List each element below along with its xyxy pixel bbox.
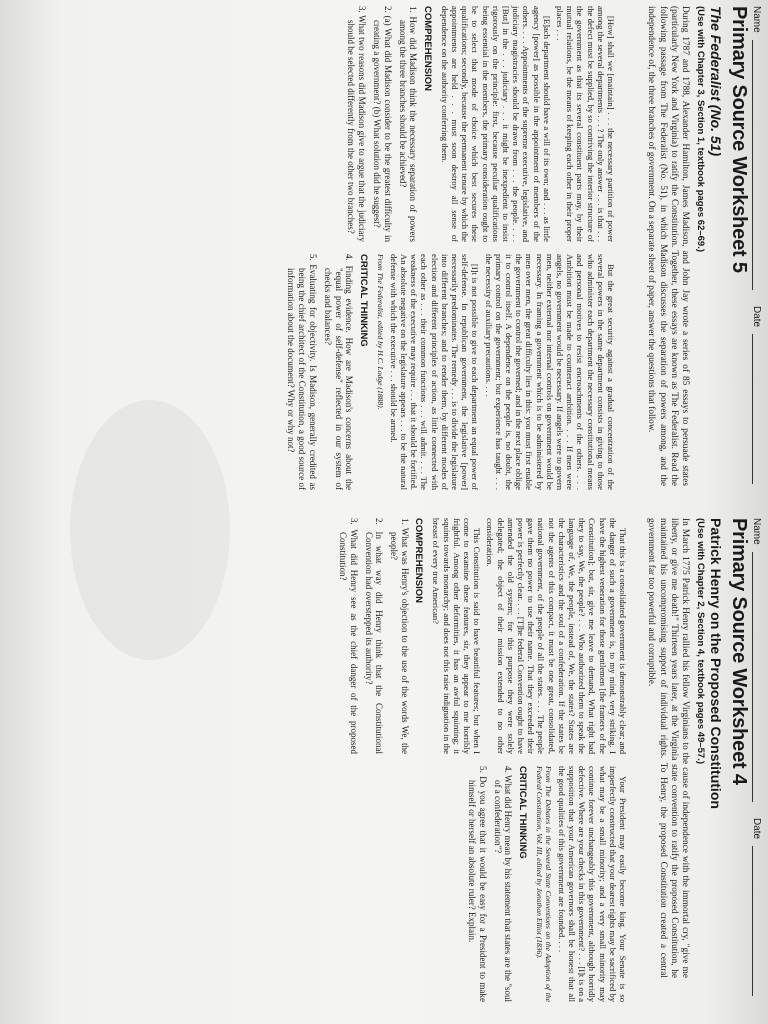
date-label: Date	[751, 818, 762, 840]
question-4: 4. Finding evidence. How are Madison's concerns about the "equal power of self-defense" reflected in our system of checks and balances?	[322, 254, 355, 490]
passage-paragraph: That this is a consolidated government is demonstrably clear; and the danger of such a government is, to my mind, very striking. I have the highest veneration for those gentlemen [the framers of the Constitution]; but, sir, give me leave to demand, What right had they to say, We, the people? . . . Who authorized them to speak the language of, We, the people, instead of, We, the states? States are the characteristics and the soul of a confederation. If the states be not the agents of this compact, it must be one great, consolidated, national government, of the people of all the states. . . . The people gave them no power to use their name. That they exceeded their power is perfectly clear. . . . [T]he federal Convention ought to have amended the old system; for this purpose they were solely delegated; the object of their mission extended to no other consideration.	[485, 518, 628, 754]
intro-paragraph: In March 1775 Patrick Henry rallied his fellow Virginians to the cause of independence with the immortal cry, "give me liberty, or give me death!" Thirteen years later, at the Virginia state convention to ratify the proposed Constitution, he maintained his uncompromising support of individual rights. To Henry, the proposed Constitution created a central government far too powerful and corruptible.	[646, 518, 690, 978]
critical-thinking-heading: CRITICAL THINKING	[516, 766, 528, 859]
worksheet-4	[0, 512, 768, 1017]
critical-thinking-heading: CRITICAL THINKING	[357, 254, 369, 347]
worksheet-instructions: (Use with Chapter 2, Section 4, textbook pages 49–57.)	[695, 518, 706, 765]
passage-paragraph: [E]ach department should have a will of its own; and . . . as little agency [power] as possible in the appointment of members of the others. . . . Appointments of the supreme executive, legislative, and judiciary magistracies should be drawn from . . . the people. . . . [But] in the . . . judiciary . . . it might be inexpedient to insist rigorously on the principle: first, because peculiar qualifications being essential in the members, the primary consideration ought to be to select that mode of choice which best secures these qualifications; secondly, because the permanent tenure by which the appointments are held . . . must soon destroy all sense of dependence on the authority conferring them.	[439, 6, 552, 242]
name-label: Name	[751, 518, 762, 545]
comprehension-heading: COMPREHENSION	[421, 6, 433, 91]
worksheet-subtitle: Patrick Henry on the Proposed Constitution	[708, 518, 724, 809]
worksheet-subtitle	[708, 6, 724, 156]
question-3: 3. What did Henry see as the chief danger of the proposed Constitution?	[337, 518, 359, 754]
question-4: 4. What did Henry mean by his statement that states are the "soul of a confederation"?	[492, 766, 514, 1002]
date-label: Date	[751, 306, 762, 328]
question-1: 1. What was Henry's objection to the use of the words We, the people?	[389, 518, 410, 754]
passage-paragraph: [I]t is not possible to give to each department an equal power of self-defense. In republican government, the legislative [power] necessarily predominates. The remedy . . . is to divide the legislature into different branches; and to render them, by different modes of election and different principles of action, as little connected with each other as . . . their common functions . . . will admit. . . . The weakness of the executive may require . . . that it should be fortified. An absolute negative on the legislature appears . . . to be the natural defense with which the executive . . . should be armed.	[388, 254, 481, 491]
source-citation: From The Federalist, edited by H.C. Lodge (1888).	[375, 254, 385, 410]
name-underline	[752, 40, 753, 290]
intro-paragraph: During 1787 and 1788, Alexander Hamilton, James Madison, and John Jay wrote a series of 85 essays to persuade states (particularly New York and Virginia) to ratify the Constitution. Together, these essays are known as The Federalist. Read the following passage from The Federalist (No. 51), in which Madison discusses the separation of powers among, and the independence of, the three branches of government. On a separate sheet of paper, answer the questions that follow.	[646, 6, 690, 486]
name-underline	[752, 552, 753, 802]
passage-left-column	[342, 6, 616, 242]
date-underline	[752, 846, 753, 996]
source-citation: From The Debates in the Several State Conventions on the Adoption of the Federal Constitution, Vol. III, edited by Jonathan Elliot (1836).	[534, 766, 553, 1002]
passage-paragraph: [How] shall we [maintain] . . . the necessary partition of power among the several departments . . . ? The only answer . . . is that . . . the defect must be supplied, by so contriving the interior structure of the government as that its several constituent parts may, by their mutual relations, be the means of keeping each other in their proper places . . .	[554, 6, 616, 242]
worksheet-instructions: (Use with Chapter 3, Section 1, textbook pages 62–69.)	[695, 6, 706, 253]
question-5: 5. Do you agree that it would be easy for a President to make himself or herself an absolute ruler? Explain.	[466, 766, 488, 1002]
comprehension-heading: COMPREHENSION	[413, 518, 425, 603]
question-2: 2. (a) What did Madison consider to be the greatest difficulty in creating a government? (b) What solution did he suggest?	[371, 6, 393, 242]
passage-paragraph: But the great security against a gradual concentration of the several powers in the same department consists in giving to those who administer each department the necessary constitutional means and personal motives to resist encroachments of the others. . . . Ambition must be made to counteract ambition. . . . If men were angels, no government would be necessary. If angels were to govern men, neither external nor internal controls on government would be necessary. In framing a government which is to be administered by men over men, the great difficulty lies in this: you must first enable the government to control the governed; and in the next place oblige it to control itself. A dependence on the people is, no doubt, the primary control on the government; but experience has taught . . . the necessity of auxiliary precautions. . . .	[483, 254, 616, 490]
question-5: 5. Evaluating for objectivity. Is Madison, generally credited as being the chief architect of the Constitution, a good source of information about the document? Why or why not?	[286, 254, 318, 490]
question-2: 2. In what way did Henry think that the Constitutional Convention had overstepped its authority?	[363, 518, 385, 754]
worksheet-5	[0, 0, 768, 505]
worksheet-title: Primary Source Worksheet 4	[728, 518, 750, 785]
passage-paragraph: Your President may easily become king. Your Senate is so imperfectly constructed that your dearest rights may be sacrificed by what may be a small minority; and a very small minority may continue forever unchangeably this government, although horridly defective. Where are your checks in this government? . . . [I]t is on a supposition that your American governors shall be honest that all the good qualities of this government are founded. . . .	[556, 766, 628, 1003]
passage-right-column	[462, 766, 628, 1002]
worksheet-title: Primary Source Worksheet 5	[728, 6, 750, 273]
date-underline	[752, 334, 753, 484]
question-1: 1. How did Madison think the necessary separation of powers among the three branches should be achieved?	[397, 6, 419, 242]
passage-paragraph: This Constitution is said to have beautiful features; but when I come to examine these features, sir, they appear to me horribly frightful. Among other deformities, it has an awful squinting; it squints towards monarchy; and does not this raise indignation in the breast of every true American?	[431, 518, 483, 754]
passage-left-column	[333, 518, 628, 754]
question-3: 3. What two reasons did Madison give to argue that the judiciary should be selected differently from the other two branches?	[346, 6, 368, 242]
subtitle-text: The Federalist (No. 51)	[708, 6, 724, 157]
name-label: Name	[751, 6, 762, 33]
passage-right-column	[282, 254, 616, 490]
